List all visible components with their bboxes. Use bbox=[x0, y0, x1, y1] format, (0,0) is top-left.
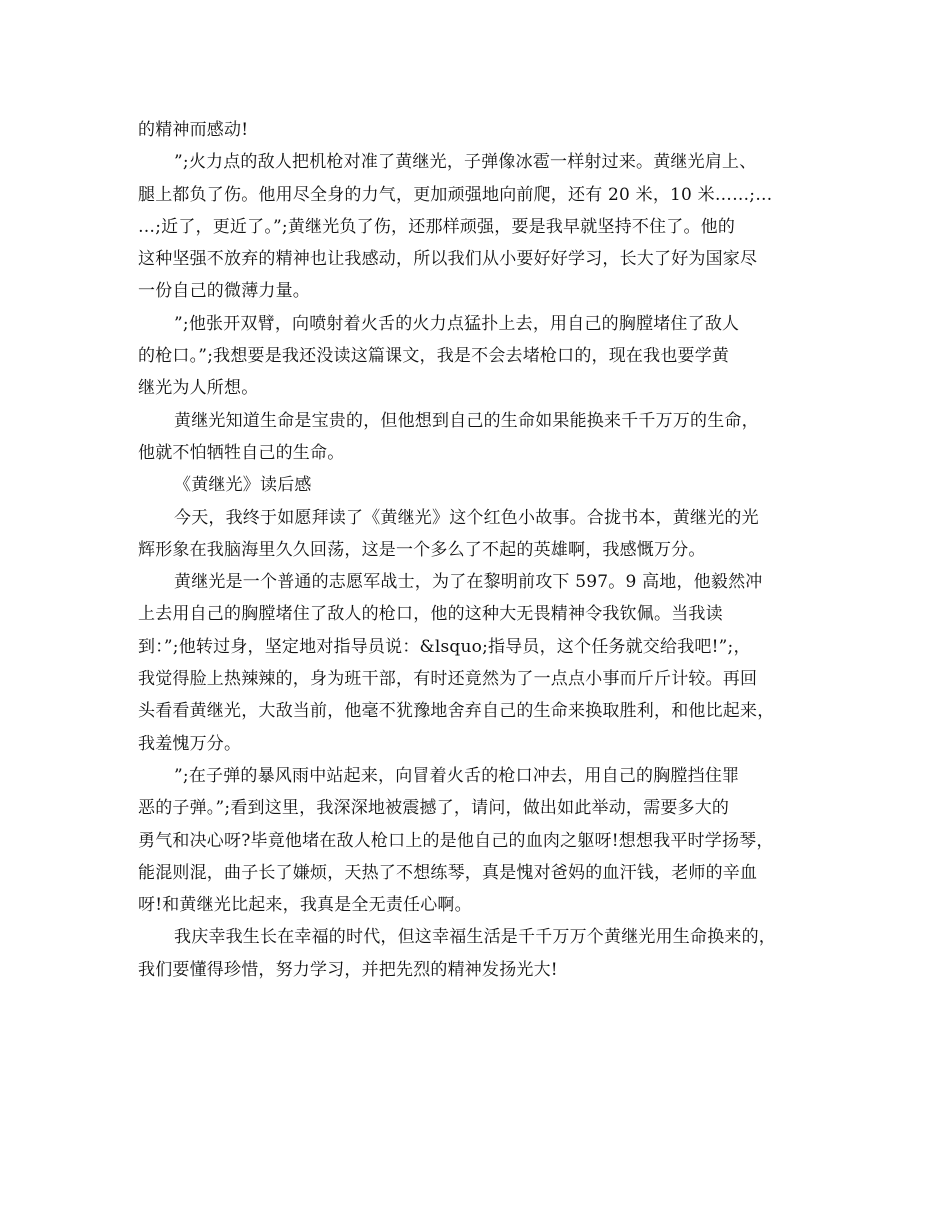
text-line: 一份自己的微薄力量。 bbox=[138, 281, 310, 302]
text-line: 我们要懂得珍惜，努力学习，并把先烈的精神发扬光大! bbox=[138, 959, 558, 980]
text-line: 上去用自己的胸膛堵住了敌人的枪口，他的这种大无畏精神令我钦佩。当我读 bbox=[138, 604, 723, 625]
text-line: 我觉得脸上热辣辣的，身为班干部，有时还竟然为了一点点小事而斤斤计较。再回 bbox=[138, 669, 758, 690]
text-line: 能混则混，曲子长了嫌烦，天热了不想练琴，真是愧对爸妈的血汗钱，老师的辛血 bbox=[138, 862, 758, 883]
text-line: 恶的子弹。”;看到这里，我深深地被震撼了，请问，做出如此举动，需要多大的 bbox=[138, 798, 730, 819]
text-line: ”;火力点的敌人把机枪对准了黄继光，子弹像冰雹一样射过来。黄继光肩上、 bbox=[174, 152, 757, 173]
text-line: 头看看黄继光，大敌当前，他毫不犹豫地舍弃自己的生命来换取胜利，和他比起来， bbox=[138, 701, 775, 722]
text-line: 到：”;他转过身，坚定地对指导员说：&lsquo;指导员，这个任务就交给我吧!”;， bbox=[138, 636, 751, 657]
text-line: 黄继光知道生命是宝贵的，但他想到自己的生命如果能换来千千万万的生命， bbox=[174, 410, 759, 431]
text-line: 他就不怕牺牲自己的生命。 bbox=[138, 442, 345, 463]
text-line: 继光为人所想。 bbox=[138, 378, 259, 399]
text-line: 辉形象在我脑海里久久回荡，这是一个多么了不起的英雄啊，我感慨万分。 bbox=[138, 539, 706, 560]
text-line: ”;他张开双臂，向喷射着火舌的火力点猛扑上去，用自己的胸膛堵住了敌人 bbox=[174, 313, 740, 334]
document-body bbox=[138, 114, 818, 986]
text-line: 这种坚强不放弃的精神也让我感动，所以我们从小要好好学习，长大了好为国家尽 bbox=[138, 249, 758, 270]
text-line: ”;在子弹的暴风雨中站起来，向冒着火舌的枪口冲去，用自己的胸膛挡住罪 bbox=[174, 765, 740, 786]
text-line: 我羞愧万分。 bbox=[138, 733, 242, 754]
section-heading: 《黄继光》读后感 bbox=[174, 475, 312, 496]
text-line: 的精神而感动! bbox=[138, 120, 249, 140]
text-line: 今天，我终于如愿拜读了《黄继光》这个红色小故事。合拢书本，黄继光的光 bbox=[174, 507, 759, 528]
text-line: 黄继光是一个普通的志愿军战士，为了在黎明前攻下 597。9 高地，他毅然冲 bbox=[174, 572, 763, 593]
text-line: 我庆幸我生长在幸福的时代，但这幸福生活是千千万万个黄继光用生命换来的， bbox=[174, 927, 776, 948]
text-line: …;近了，更近了。”;黄继光负了伤，还那样顽强，要是我早就坚持不住了。他的 bbox=[138, 216, 736, 237]
text-line: 呀!和黄继光比起来，我真是全无责任心啊。 bbox=[138, 895, 472, 916]
text-line: 勇气和决心呀?毕竟他堵在敌人枪口上的是他自己的血肉之躯呀!想想我平时学扬琴， bbox=[138, 830, 774, 851]
text-line: 腿上都负了伤。他用尽全身的力气，更加顽强地向前爬，还有 20 米，10 米……;… bbox=[138, 184, 773, 205]
text-line: 的枪口。”;我想要是我还没读这篇课文，我是不会去堵枪口的，现在我也要学黄 bbox=[138, 346, 730, 367]
